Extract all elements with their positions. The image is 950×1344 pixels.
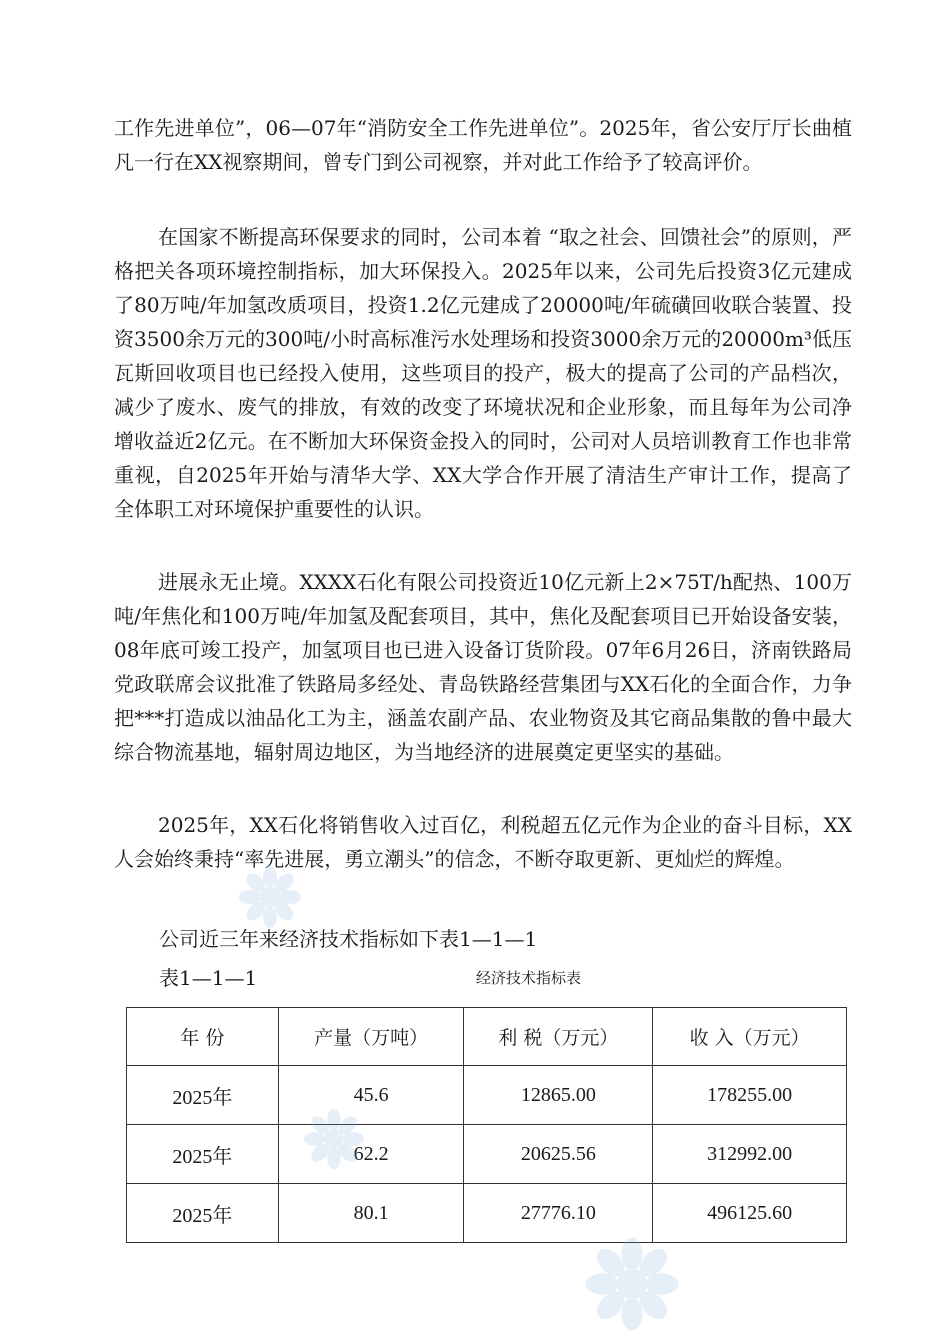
snowflake-watermark-icon — [303, 1108, 365, 1170]
economic-indicators-table — [126, 1007, 847, 1243]
table-row — [127, 1184, 847, 1243]
cell-profit-tax: 12865.00 — [464, 1066, 653, 1125]
header-output: 产量（万吨） — [278, 1008, 464, 1066]
paragraph-development: 进展永无止境。XXXX石化有限公司投资近10亿元新上2×75T/h配热、100万吨/年焦化和100万吨/年加氢及配套项目，其中，焦化及配套项目已开始设备安装，08年底可竣工投产，加氢项目也已进入设备订货阶段。07年6月26日，济南铁路局党政联席会议批准了铁路局多经处、青岛铁路经营集团与XX石化的全面合作，力争把***打造成以油品化工为主，涵盖农副产品、农业物资及其它商品集散的鲁中最大综合物流基地，辐射周边地区，为当地经济的进展奠定更坚实的基础。 — [114, 570, 852, 764]
cell-revenue: 178255.00 — [653, 1066, 847, 1125]
table-title: 经济技术指标表 — [476, 969, 582, 987]
header-profit-tax: 利 税（万元） — [464, 1008, 653, 1066]
cell-year: 2025年 — [127, 1125, 279, 1184]
cell-year: 2025年 — [127, 1184, 279, 1243]
table-row — [127, 1066, 847, 1125]
cell-year: 2025年 — [127, 1066, 279, 1125]
cell-output: 80.1 — [278, 1184, 464, 1243]
table-number-label: 表1—1—1 — [159, 966, 258, 990]
header-year: 年 份 — [127, 1008, 279, 1066]
table-header-row — [127, 1008, 847, 1066]
cell-profit-tax: 27776.10 — [464, 1184, 653, 1243]
cell-revenue: 496125.60 — [653, 1184, 847, 1243]
cell-output: 62.2 — [278, 1125, 464, 1184]
snowflake-watermark-icon — [238, 865, 302, 929]
paragraph-environmental: 在国家不断提高环保要求的同时，公司本着 “取之社会、回馈社会”的原则，严格把关各项环境控制指标，加大环保投入。2025年以来，公司先后投资3亿元建成了80万吨/年加氢改质项目，投资1.2亿元建成了20000吨/年硫磺回收联合装置、投资3500余万元的300吨/小时高标准污水处理场和投资3000余万元的20000m³低压瓦斯回收项目也已经投入使用，这些项目的投产，极大的提高了公司的产品档次，减少了废水、废气的排放，有效的改变了环境状况和企业形象，而且每年为公司净增收益近2亿元。在不断加大环保资金投入的同时，公司对人员培训教育工作也非常重视，自2025年开始与清华大学、XX大学合作开展了清洁生产审计工作，提高了全体职工对环境保护重要性的认识。 — [114, 225, 852, 521]
table-intro-text: 公司近三年来经济技术指标如下表1—1—1 — [159, 927, 538, 951]
cell-revenue: 312992.00 — [653, 1125, 847, 1184]
paragraph-continuation: 工作先进单位”，06—07年“消防安全工作先进单位”。2025年，省公安厅厅长曲植凡一行在XX视察期间，曾专门到公司视察，并对此工作给予了较高评价。 — [114, 116, 852, 174]
header-revenue: 收 入（万元） — [653, 1008, 847, 1066]
table-row — [127, 1125, 847, 1184]
paragraph-goals: 2025年，XX石化将销售收入过百亿，利税超五亿元作为企业的奋斗目标，XX人会始终秉持“率先进展，勇立潮头”的信念，不断夺取更新、更灿烂的辉煌。 — [114, 813, 852, 871]
cell-profit-tax: 20625.56 — [464, 1125, 653, 1184]
snowflake-watermark-icon — [584, 1236, 680, 1332]
cell-output: 45.6 — [278, 1066, 464, 1125]
